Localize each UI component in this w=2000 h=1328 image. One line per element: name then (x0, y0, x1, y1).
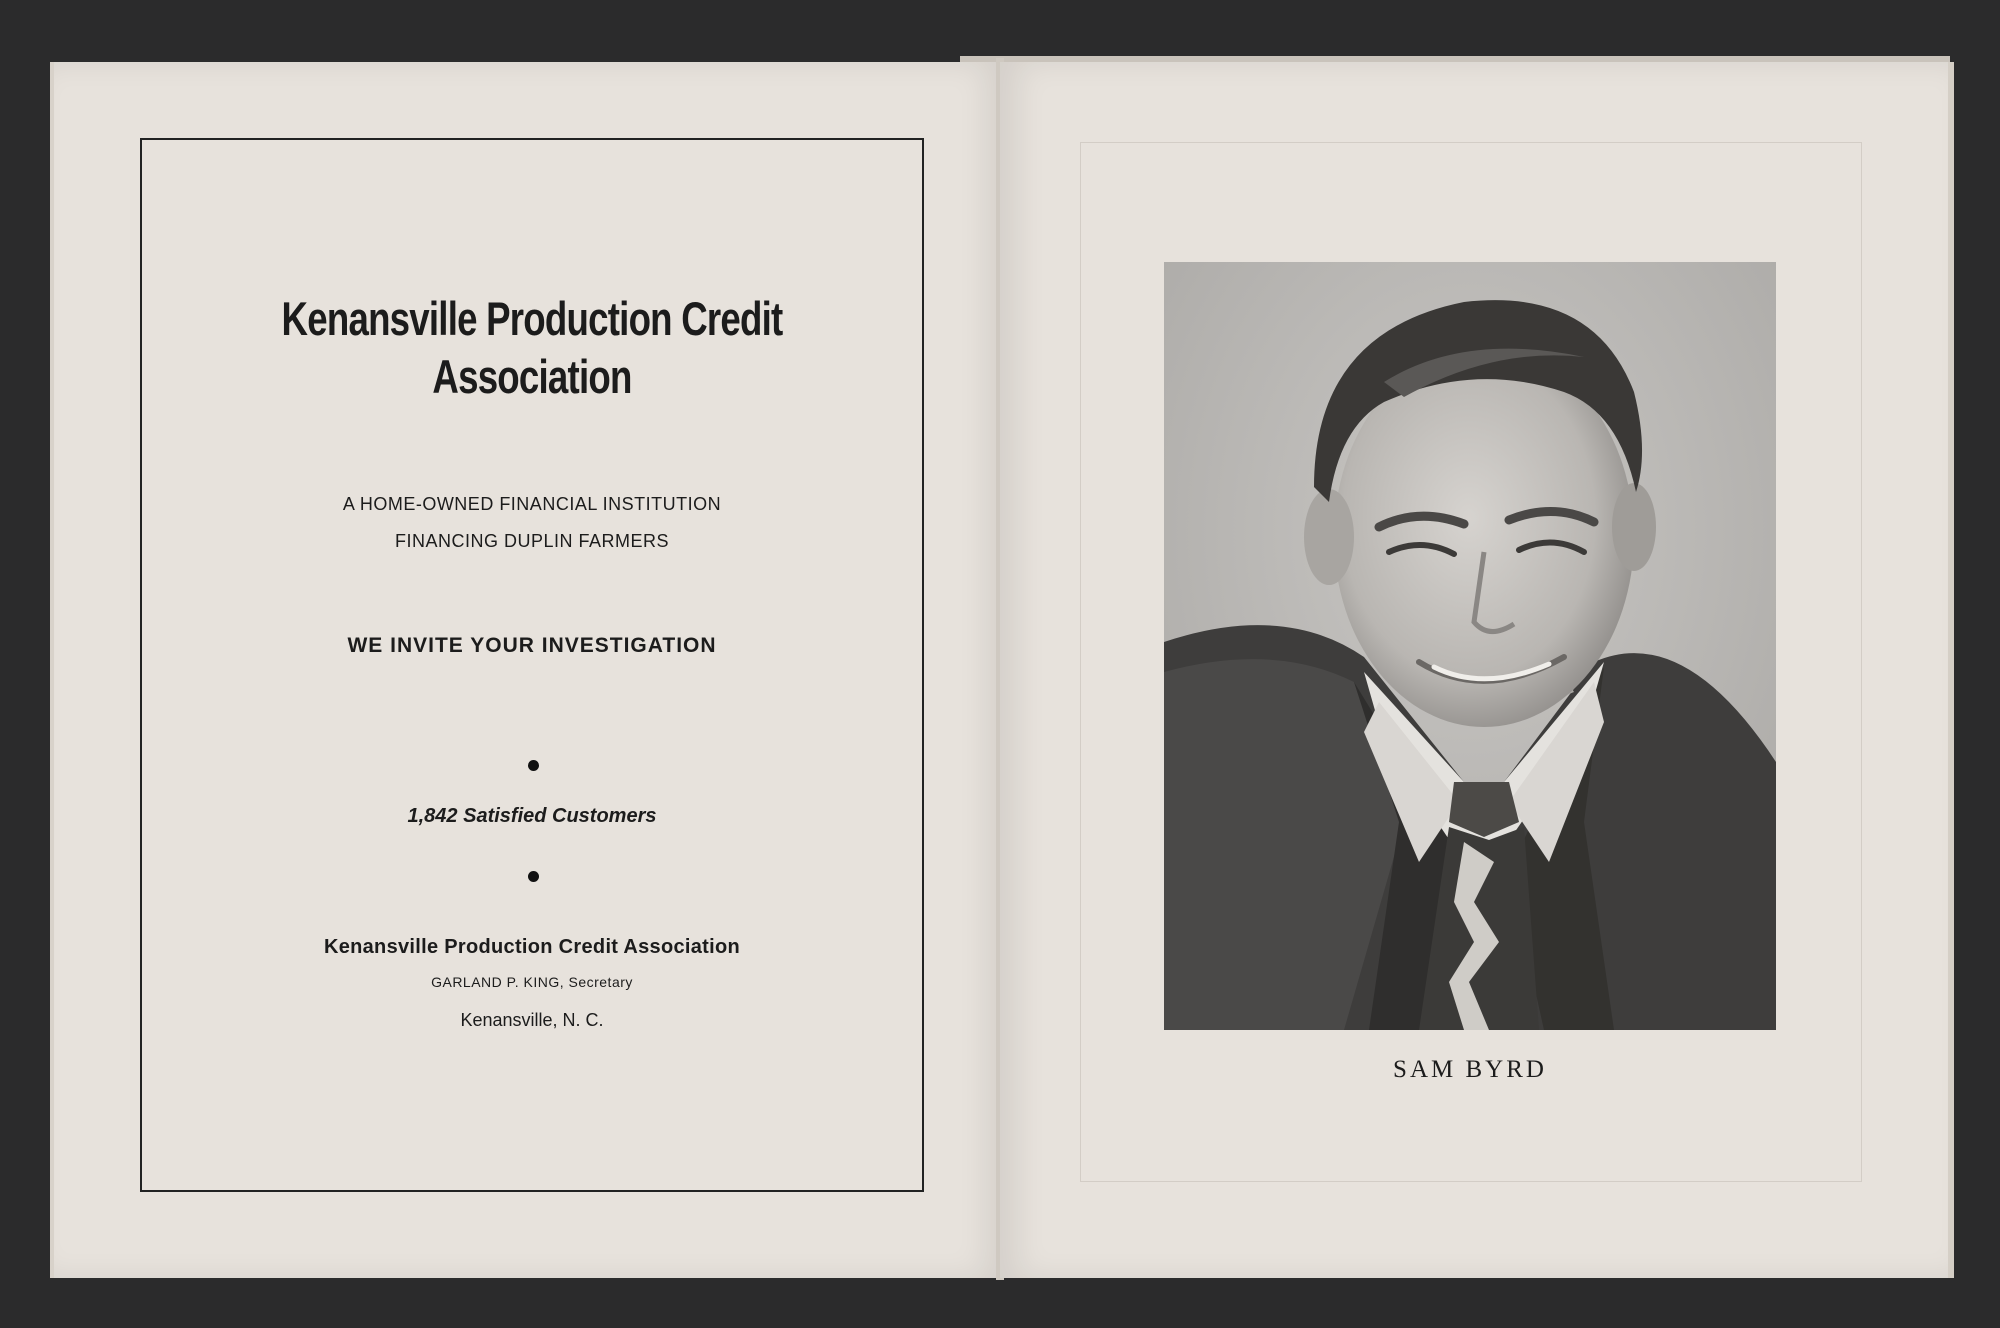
ad-tagline (142, 486, 922, 560)
bullet-dot (528, 760, 539, 771)
portrait-photo (1164, 262, 1776, 1030)
association-name: Kenansville Production Credit Association (323, 936, 741, 958)
ad-title (228, 290, 836, 406)
ad-title-line-2: Association (432, 350, 632, 403)
portrait-illustration (1164, 262, 1776, 1030)
right-page (1000, 62, 1954, 1278)
location-line: Kenansville, N. C. (460, 1010, 604, 1030)
photo-caption: SAM BYRD (1393, 1056, 1547, 1083)
secretary-line: GARLAND P. KING, Secretary (431, 974, 633, 990)
tagline-line-1: A HOME-OWNED FINANCIAL INSTITUTION (342, 494, 722, 514)
bullet-dot (528, 871, 539, 882)
advertisement-frame (140, 138, 924, 1192)
invitation-heading: WE INVITE YOUR INVESTIGATION (347, 634, 717, 657)
left-page (50, 62, 1004, 1278)
customers-count: 1,842 Satisfied Customers (407, 805, 657, 827)
tagline-line-2: FINANCING DUPLIN FARMERS (394, 531, 670, 551)
ad-title-line-1: Kenansville Production Credit (281, 292, 783, 345)
